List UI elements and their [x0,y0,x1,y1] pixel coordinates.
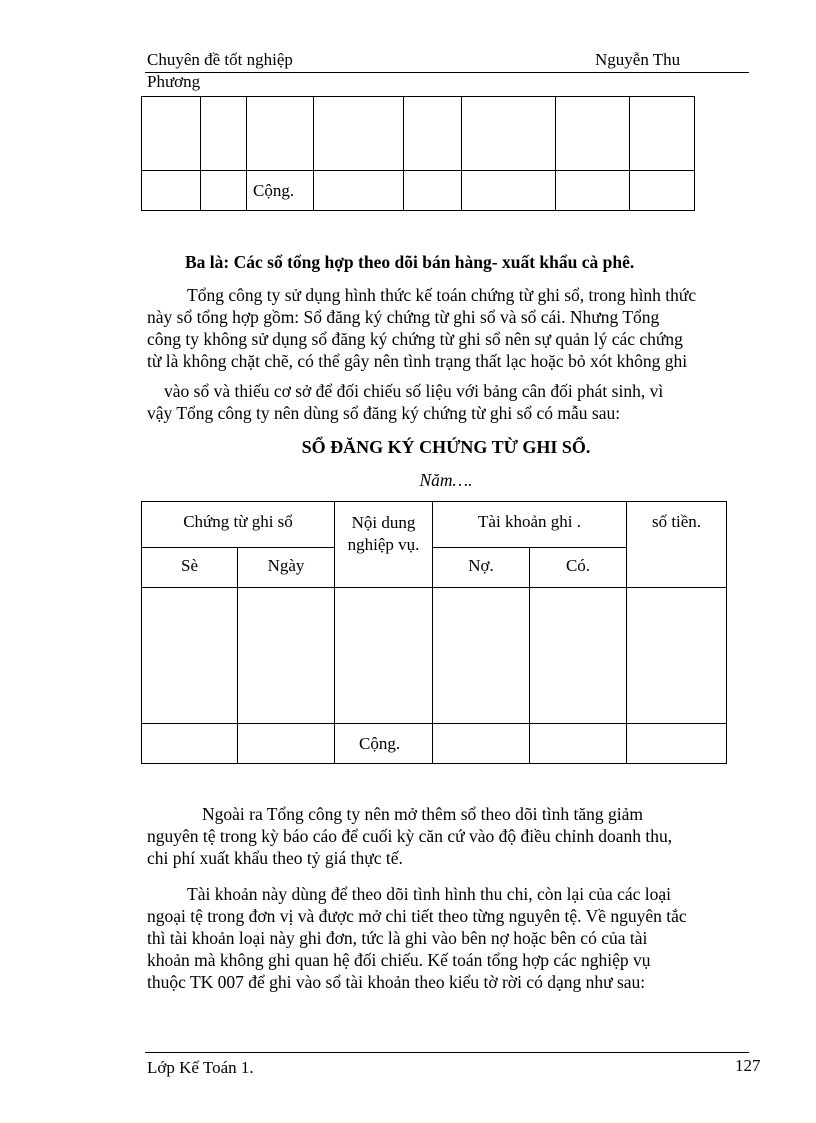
header-left: Chuyên đề tốt nghiệp [147,50,293,69]
register-table [141,501,727,764]
para1b-line-2: vậy Tổng công ty nên dùng sổ đăng ký chứng từ ghi sổ có mẫu sau: [147,403,621,423]
footer-rule [145,1052,749,1053]
register-header-co: Có. [530,548,627,588]
para1-line-1: Tổng công ty sử dụng hình thức kế toán chứng từ ghi sổ, trong hình thức [187,285,697,305]
register-header-row-1 [142,502,727,548]
page-number: 127 [735,1056,761,1075]
form-title: SỔ ĐĂNG KÝ CHỨNG TỪ GHI SỔ. [301,437,591,457]
para3-line-1: Tài khoản này dùng để theo dõi tình hình thu chi, còn lại của các loại [187,884,672,904]
para1-line-3: công ty không sử dụng sổ đăng ký chứng từ ghi sổ nên sự quản lý các chứng [147,329,683,349]
paragraph-3 [147,883,750,993]
para1-line-4: từ là không chặt chẽ, có thể gây nên tình trạng thất lạc hoặc bỏ xót không ghi [147,351,688,371]
paragraph-2 [147,803,750,869]
top-table [141,96,695,211]
para1-line-2: này sổ tổng hợp gồm: Sổ đăng ký chứng từ ghi sổ và sổ cái. Nhưng Tổng [147,307,660,327]
top-table-blank-row [142,97,695,171]
para3-line-5: thuộc TK 007 để ghi vào sổ tài khoản theo kiểu tờ rời có dạng như sau: [147,972,646,992]
section-heading: Ba là: Các sổ tổng hợp theo dõi bán hàng- xuất khẩu cà phê. [185,252,635,272]
form-year: Năm…. [419,470,473,490]
register-header-no: Nợ. [433,548,530,588]
para3-line-2: ngoại tệ trong đơn vị và được mở chi tiết theo từng nguyên tệ. Về nguyên tắc [147,906,687,926]
register-total-row [142,724,727,764]
para3-line-4: khoản mà không ghi quan hệ đối chiếu. Kế toán tổng hợp các nghiệp vụ [147,950,651,970]
paragraph-1 [147,284,750,372]
para2-line-2: nguyên tệ trong kỳ báo cáo để cuối kỳ căn cứ vào độ điều chỉnh doanh thu, [147,826,673,846]
footer-left: Lớp Kế Toán 1. [147,1058,254,1077]
register-header-chung-tu: Chứng từ ghi sổ [142,502,335,548]
register-header-tai-khoan: Tài khoản ghi . [433,502,627,548]
para1b-line-1: vào sổ và thiếu cơ sở để đối chiếu số liệu với bảng cân đối phát sinh, vì [164,381,664,401]
register-total-label: Cộng. [335,724,433,764]
para2-line-1: Ngoài ra Tổng công ty nên mở thêm sổ theo dõi tình tăng giảm [202,804,644,824]
register-header-ngay: Ngày [238,548,335,588]
header-right: Nguyễn Thu [595,50,681,69]
register-header-so-tien: số tiền. [627,502,727,588]
header-rule [145,72,749,73]
register-blank-row [142,588,727,724]
para3-line-3: thì tài khoản loại này ghi đơn, tức là ghi vào bên nợ hoặc bên có của tài [147,928,648,948]
paragraph-1b [147,380,750,424]
register-header-noi-dung: Nội dung nghiệp vụ. [335,502,433,588]
header-wrap: Phương [147,72,201,91]
top-table-total-row [142,171,695,211]
top-table-total-label: Cộng. [247,171,314,211]
register-header-se: Sè [142,548,238,588]
para2-line-3: chi phí xuất khẩu theo tỷ giá thực tế. [147,848,403,868]
